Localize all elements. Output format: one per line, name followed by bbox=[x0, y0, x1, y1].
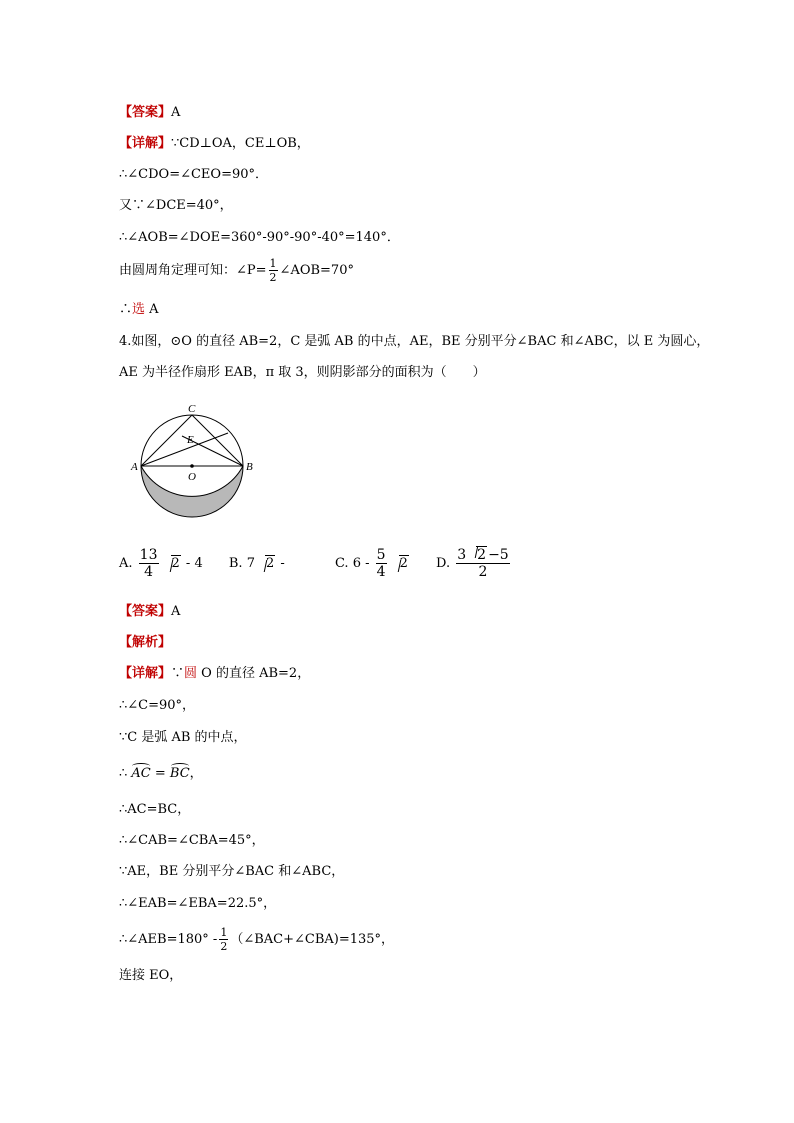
option-b-radicand: 2 bbox=[265, 556, 275, 571]
option-d-label: D. bbox=[435, 556, 451, 571]
option-b-coef: 7 bbox=[246, 556, 255, 571]
analysis-line bbox=[119, 635, 171, 651]
option-d-sqrt bbox=[467, 548, 487, 562]
detail2-pre: ∵ bbox=[171, 666, 185, 681]
solution-step-5 bbox=[119, 302, 159, 318]
option-a-sqrt bbox=[162, 552, 181, 576]
option-b-sqrt bbox=[256, 552, 275, 576]
detail2-post: O 的直径 AB=2， bbox=[197, 666, 311, 681]
label-e: E bbox=[187, 434, 194, 446]
answer-value: A bbox=[171, 105, 181, 120]
option-c-fraction bbox=[376, 548, 387, 579]
option-d-radicand: 2 bbox=[477, 547, 487, 563]
option-a-label: A. bbox=[119, 556, 133, 571]
detail-line-2 bbox=[119, 666, 310, 682]
bisector-ae bbox=[141, 433, 228, 466]
derivation-6: ∵AE，BE 分别平分∠BAC 和∠ABC， bbox=[119, 864, 345, 879]
step4-num: 1 bbox=[269, 257, 277, 270]
detail-label-2: 【详解】 bbox=[119, 666, 172, 681]
s8-pre: ∴∠AEB=180° - bbox=[119, 932, 218, 947]
label-b: B bbox=[246, 461, 253, 473]
option-a-fraction bbox=[139, 548, 159, 579]
option-a bbox=[119, 548, 203, 579]
option-a-tail: - 4 bbox=[185, 556, 203, 571]
option-c-den: 4 bbox=[376, 564, 386, 580]
derivation-8 bbox=[119, 927, 394, 952]
derivation-9: 连接 EO， bbox=[119, 968, 183, 983]
solution-step-1: ∴∠CDO=∠CEO=90°． bbox=[119, 167, 269, 182]
answer-options bbox=[119, 548, 534, 579]
option-b-tail: - bbox=[280, 556, 285, 571]
s8-num: 1 bbox=[220, 926, 228, 939]
analysis-label: 【解析】 bbox=[119, 635, 172, 650]
label-c: C bbox=[188, 403, 196, 415]
option-d-num-coef: 3 bbox=[457, 547, 467, 563]
option-b-label: B. bbox=[228, 556, 243, 571]
step4-fraction bbox=[269, 258, 278, 283]
option-c-sqrt bbox=[390, 552, 409, 576]
option-a-den: 4 bbox=[144, 564, 154, 580]
option-c-radicand: 2 bbox=[399, 556, 408, 571]
detail-line-1 bbox=[119, 136, 310, 152]
answer-label-2: 【答案】 bbox=[119, 604, 172, 619]
solution-step-4 bbox=[119, 258, 354, 283]
option-a-num: 13 bbox=[139, 547, 158, 563]
option-d-fraction bbox=[456, 548, 509, 579]
label-a: A bbox=[131, 461, 138, 473]
derivation-4: ∴AC=BC， bbox=[119, 802, 191, 817]
option-d-num-tail: −5 bbox=[488, 547, 509, 563]
detail-label: 【详解】 bbox=[119, 136, 172, 151]
segment-bc bbox=[192, 415, 243, 466]
option-b bbox=[229, 552, 285, 576]
answer-line-1 bbox=[119, 105, 180, 121]
option-d bbox=[436, 548, 512, 579]
option-c-head: 6 - bbox=[352, 556, 370, 571]
solution-step-3: ∴∠AOB=∠DOE=360°-90°-90°-40°=140°． bbox=[119, 230, 400, 245]
step5-red: 选 bbox=[132, 302, 146, 317]
s3-eq: = bbox=[150, 766, 170, 781]
option-c-label: C. bbox=[334, 556, 349, 571]
derivation-2: ∵C 是弧 AB 的中点， bbox=[119, 730, 247, 745]
answer-label: 【答案】 bbox=[119, 105, 172, 120]
detail2-red: 圆 bbox=[184, 666, 198, 681]
derivation-1: ∴∠C=90°， bbox=[119, 698, 196, 713]
step5-pre: ∴ bbox=[119, 302, 133, 317]
detail-text: ∵CD⊥OA，CE⊥OB， bbox=[171, 136, 310, 151]
step4-pre: 由圆周角定理可知：∠P= bbox=[119, 263, 267, 278]
answer-value-2: A bbox=[171, 604, 181, 619]
option-d-num bbox=[456, 548, 509, 564]
step5-post: A bbox=[145, 302, 159, 317]
derivation-5: ∴∠CAB=∠CBA=45°， bbox=[119, 833, 265, 848]
step4-den: 2 bbox=[269, 271, 277, 284]
option-c bbox=[335, 548, 410, 579]
geometry-figure bbox=[130, 400, 270, 534]
option-c-num: 5 bbox=[376, 547, 386, 563]
s3-pre: ∴ bbox=[119, 766, 132, 781]
question-line-2: AE 为半径作扇形 EAB，π 取 3，则阴影部分的面积为（ ） bbox=[119, 365, 486, 380]
center-point bbox=[190, 464, 194, 468]
s3-post: ， bbox=[189, 766, 203, 781]
label-o: O bbox=[188, 471, 196, 483]
segment-ac bbox=[141, 415, 192, 466]
solution-step-2: 又∵∠DCE=40°， bbox=[119, 198, 233, 213]
circle-diagram bbox=[130, 400, 270, 530]
question-line-1: 4.如图，⊙O 的直径 AB=2，C 是弧 AB 的中点，AE，BE 分别平分∠BAC 和∠ABC，以 E 为圆心， bbox=[119, 334, 710, 349]
s8-den: 2 bbox=[220, 940, 228, 953]
arc-ac: AC bbox=[131, 766, 151, 781]
s8-fraction bbox=[219, 927, 228, 952]
option-d-den: 2 bbox=[478, 564, 488, 580]
step4-post: ∠AOB=70° bbox=[279, 263, 354, 278]
derivation-7: ∴∠EAB=∠EBA=22.5°， bbox=[119, 896, 277, 911]
option-a-radicand: 2 bbox=[171, 556, 180, 571]
arc-bc: BC bbox=[169, 766, 190, 781]
derivation-3 bbox=[119, 766, 203, 782]
s8-post: （∠BAC+∠CBA)=135°， bbox=[230, 932, 395, 947]
answer-line-2 bbox=[119, 604, 180, 620]
